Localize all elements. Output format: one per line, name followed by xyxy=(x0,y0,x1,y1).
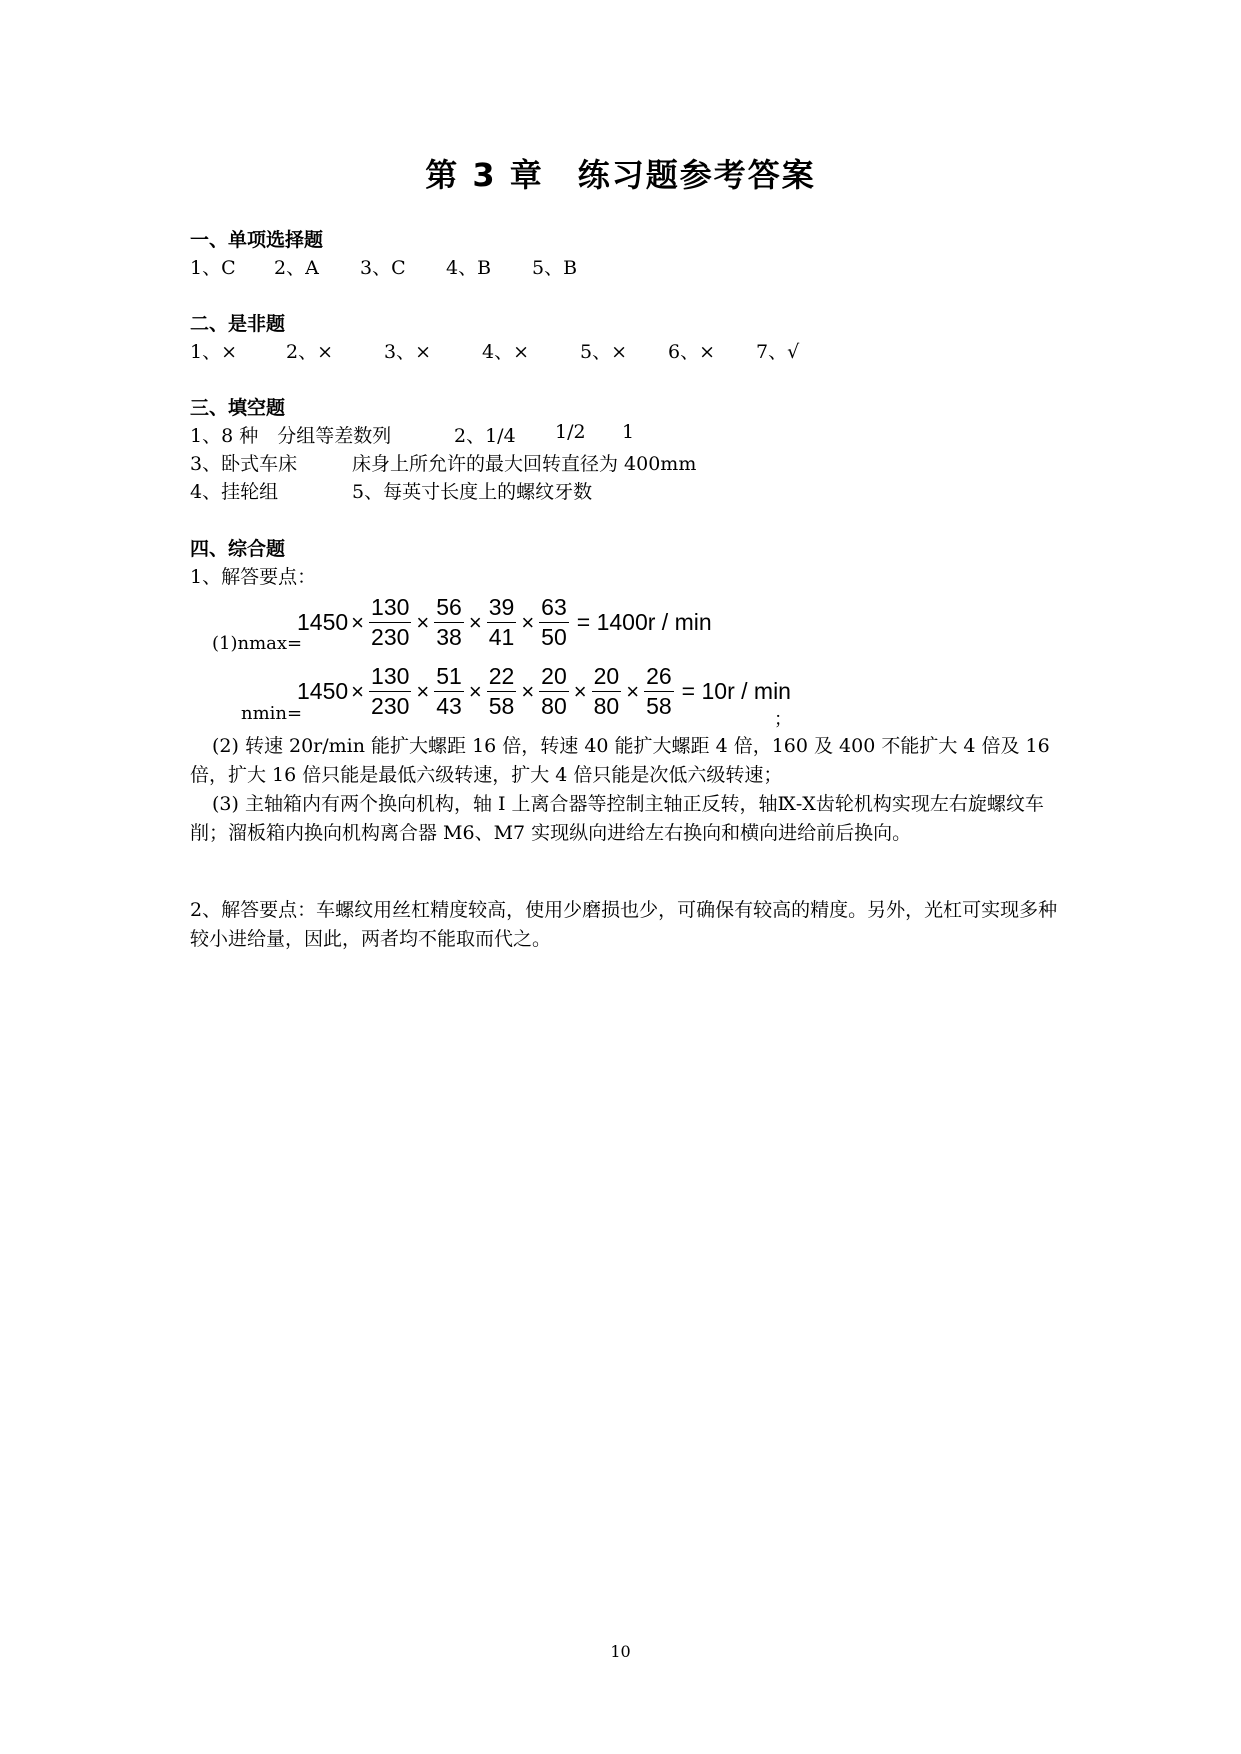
fraction: $\frac{20}{80}$ xyxy=(541,663,567,719)
times-symbol: × xyxy=(468,678,482,704)
section-heading-fill-blank: 三、填空题 xyxy=(190,397,286,419)
fraction: $\frac{26}{58}$ xyxy=(646,663,672,719)
answer-item: 4、× xyxy=(482,341,530,363)
fraction: $\frac{130}{230}$ xyxy=(371,663,410,719)
page-number: 10 xyxy=(610,1642,631,1661)
nmin-label: nmin= xyxy=(241,703,303,724)
times-symbol: × xyxy=(416,609,430,635)
answer-item: 3、卧式车床 xyxy=(190,453,298,475)
answer-item: 2、A xyxy=(274,257,319,279)
answer-item: 2、1/4 xyxy=(454,425,516,447)
fraction: $\frac{130}{230}$ xyxy=(371,594,410,650)
answer-item: 1、8 种 分组等差数列 xyxy=(190,425,392,447)
answer-item: 6、× xyxy=(668,341,716,363)
formula-lead: 1450 xyxy=(297,678,349,704)
times-symbol: × xyxy=(626,678,640,704)
fraction: $\frac{63}{50}$ xyxy=(541,594,567,650)
section-heading-comprehensive: 四、综合题 xyxy=(190,538,286,560)
answer-item: 1/2 xyxy=(555,421,586,443)
question-2-answer: 2、解答要点：车螺纹用丝杠精度较高，使用少磨损也少，可确保有较高的精度。另外，光杠可实现多种较小进给量，因此，两者均不能取而代之。 xyxy=(190,899,1058,950)
nmax-label: (1)nmax= xyxy=(212,633,303,654)
times-symbol: × xyxy=(416,678,430,704)
times-symbol: × xyxy=(351,609,365,635)
nmin-end-punctuation: ； xyxy=(774,709,792,730)
formula-lead: 1450 xyxy=(297,609,349,635)
answer-item: 1、× xyxy=(190,341,238,363)
answer-item: 3、× xyxy=(384,341,432,363)
answer-paragraph-3: (3) 主轴箱内有两个换向机构，轴 I 上离合器等控制主轴正反转，轴Ⅸ-Ⅹ齿轮机构实现左右旋螺纹车削；溜板箱内换向机构离合器 M6、M7 实现纵向进给左右换向和横向进给前后换向。 xyxy=(190,793,1044,844)
answer-item: 3、C xyxy=(360,257,406,279)
answer-item: 5、B xyxy=(532,257,578,279)
section-heading-true-false: 二、是非题 xyxy=(190,313,286,335)
fraction: $\frac{20}{80}$ xyxy=(593,663,620,719)
answer-item: 5、× xyxy=(580,341,628,363)
question-1-intro: 1、解答要点： xyxy=(190,566,317,588)
times-symbol: × xyxy=(521,609,535,635)
fraction: $\frac{22}{58}$ xyxy=(488,663,515,719)
answer-paragraph-2: (2) 转速 20r/min 能扩大螺距 16 倍，转速 40 能扩大螺距 4 倍，160 及 400 不能扩大 4 倍及 16 倍，扩大 16 倍只能是最低六级转速，扩大 4 倍只能是次低六级转速； xyxy=(190,735,1050,786)
section-heading-single-choice: 一、单项选择题 xyxy=(190,229,324,251)
times-symbol: × xyxy=(521,678,535,704)
fraction: $\frac{51}{43}$ xyxy=(436,663,462,719)
nmin-formula xyxy=(297,663,791,720)
answer-item: 床身上所允许的最大回转直径为 400mm xyxy=(352,453,697,475)
answer-item: 4、B xyxy=(446,257,492,279)
formula-result: = 1400r / min xyxy=(576,609,712,635)
times-symbol: × xyxy=(573,678,587,704)
times-symbol: × xyxy=(351,678,365,704)
fraction: $\frac{39}{41}$ xyxy=(488,594,515,650)
answer-item: 4、挂轮组 xyxy=(190,481,279,503)
answer-item: 5、每英寸长度上的螺纹牙数 xyxy=(352,481,593,503)
fraction: $\frac{56}{38}$ xyxy=(436,594,462,650)
formula-result: = 10r / min xyxy=(681,678,791,704)
nmax-formula xyxy=(297,594,712,651)
answer-item: 1 xyxy=(622,421,635,443)
answer-item: 2、× xyxy=(286,341,334,363)
times-symbol: × xyxy=(468,609,482,635)
page-title: 第 3 章 练习题参考答案 xyxy=(425,156,816,194)
answer-item: 1、C xyxy=(190,257,236,279)
answer-item: 7、√ xyxy=(756,341,800,363)
